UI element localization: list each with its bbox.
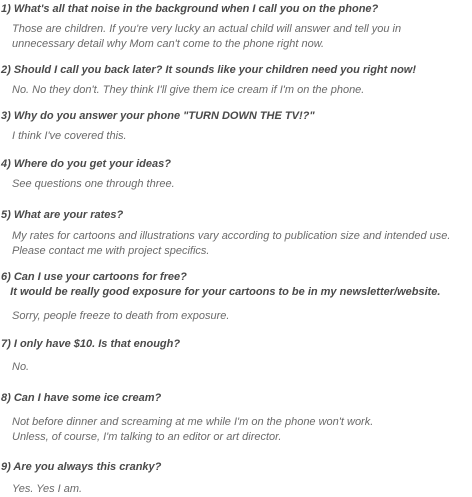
- faq-question: 7) I only have $10. Is that enough?: [1, 338, 181, 350]
- faq-question: 8) Can I have some ice cream?: [1, 392, 162, 404]
- faq-answer: Sorry, people freeze to death from exposure.: [12, 310, 230, 322]
- faq-question: 1) What's all that noise in the background when I call you on the phone?: [1, 3, 379, 15]
- faq-item-6: [0, 270, 472, 324]
- faq-item-4: [0, 157, 472, 192]
- faq-item-3: [0, 109, 472, 144]
- faq-answer: See questions one through three.: [12, 178, 175, 190]
- faq-question: 5) What are your rates?: [1, 209, 124, 221]
- faq-question: 9) Are you always this cranky?: [1, 461, 162, 473]
- faq-item-5: [0, 208, 472, 259]
- faq-answer: I think I've covered this.: [12, 130, 127, 142]
- faq-question: 3) Why do you answer your phone "TURN DOWN THE TV!?": [1, 110, 315, 122]
- faq-item-9: [0, 460, 472, 497]
- faq-item-1: [0, 2, 472, 52]
- faq-answer: My rates for cartoons and illustrations vary according to publication size and intended use. Please contact me with project specifics.: [12, 230, 451, 257]
- faq-item-7: [0, 337, 472, 375]
- faq-question: 2) Should I call you back later? It sounds like your children need you right now!: [1, 64, 417, 76]
- faq-answer: No.: [12, 361, 30, 373]
- faq-answer: Those are children. If you're very lucky an actual child will answer and tell you in unnecessary detail why Mom can't come to the phone right now.: [12, 23, 402, 50]
- faq-item-8: [0, 391, 472, 445]
- faq-item-2: [0, 63, 472, 98]
- faq-answer: No. No they don't. They think I'll give them ice cream if I'm on the phone.: [12, 84, 365, 96]
- faq-answer: Yes. Yes I am.: [12, 483, 83, 495]
- faq-answer: Not before dinner and screaming at me while I'm on the phone won't work. Unless, of course, I'm talking to an editor or art director.: [12, 416, 374, 443]
- faq-question: 4) Where do you get your ideas?: [1, 158, 171, 170]
- faq-question: 6) Can I use your cartoons for free? It would be really good exposure for your cartoons to be in my newsletter/website.: [1, 271, 441, 298]
